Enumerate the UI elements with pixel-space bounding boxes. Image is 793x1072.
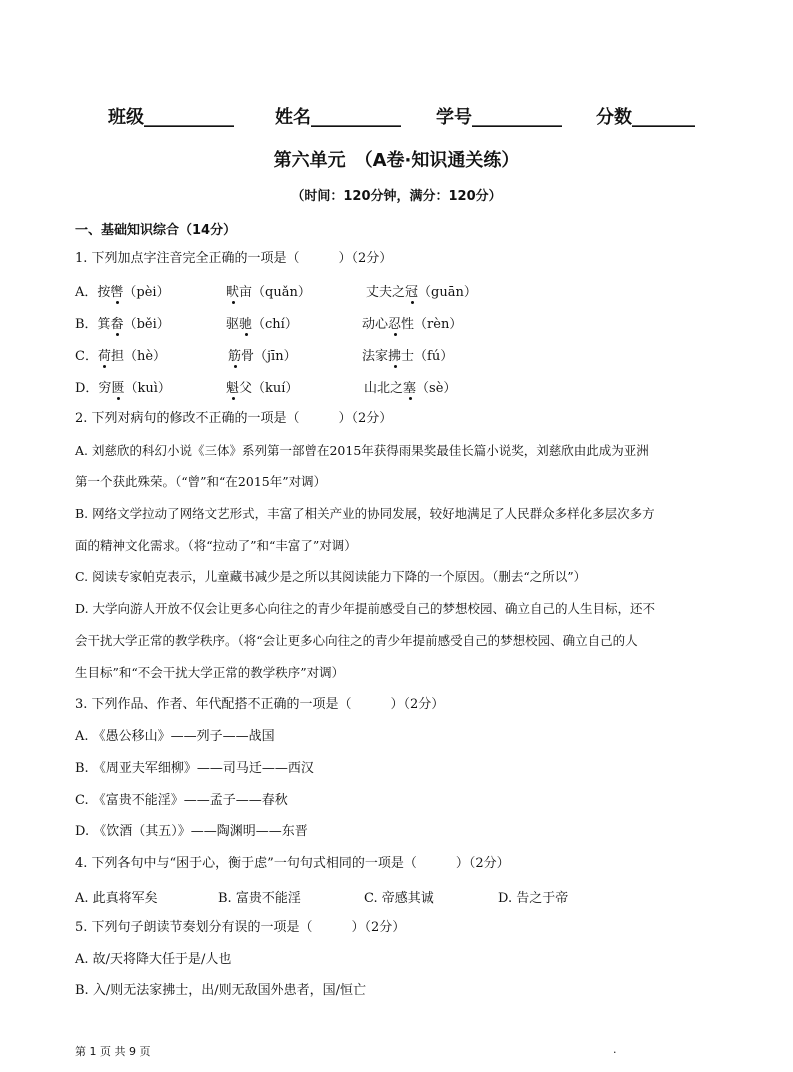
q2-line: A. 刘慈欣的科幻小说《三体》系列第一部曾在2015年获得雨果奖最佳长篇小说奖，刘慈欣由此成为亚洲 [75, 443, 649, 458]
page-title: 第六单元 （A卷·知识通关练） [273, 150, 520, 171]
q2-line: 会干扰大学正常的教学秩序。（将“会让更多心向往之的青少年提前感受自己的梦想校园、确立自己的人 [75, 633, 638, 648]
q1-option-b-3: 动心忍性（rèn） [362, 317, 463, 332]
q1-option-d: D．穷匮（kuì） [75, 381, 171, 396]
q3-option: A. 《愚公移山》——列子——战国 [75, 729, 275, 744]
q3-option: B. 《周亚夫军细柳》——司马迁——西汉 [75, 761, 314, 776]
q1-option-b: B．箕畚（běi） [75, 317, 170, 332]
q1-option-d-3: 山北之塞（sè） [364, 381, 457, 396]
q4-option-a: A. 此真将军矣 [75, 891, 158, 906]
question-5-stem: 5. 下列句子朗读节奏划分有误的一项是（ ）（2分） [75, 920, 406, 935]
section-heading: 一、基础知识综合（14分） [75, 223, 237, 238]
question-1-stem: 1. 下列加点字注音完全正确的一项是（ ）（2分） [75, 251, 393, 266]
q3-option: C. 《富贵不能淫》——孟子——春秋 [75, 793, 288, 808]
student-id-field: 学号__________ [436, 107, 562, 128]
q3-option: D. 《饮酒（其五）》——陶渊明——东晋 [75, 824, 308, 839]
emphasis-dot: 匮 [111, 381, 125, 396]
q1-option-c-3: 法家拂士（fú） [362, 349, 454, 364]
emphasis-dot: 畎 [226, 285, 240, 300]
q1-option-d-2: 魁父（kuí） [226, 381, 299, 396]
emphasis-dot: 荷 [97, 349, 111, 364]
name-field: 姓名__________ [275, 107, 401, 128]
emphasis-dot: 忍 [388, 317, 402, 332]
q1-option-a-3: 丈夫之冠（guān） [366, 285, 477, 300]
question-3-stem: 3. 下列作品、作者、年代配搭不正确的一项是（ ）（2分） [75, 697, 445, 712]
page-footer: 第 1 页 共 9 页 [75, 1045, 151, 1058]
q4-option-b: B. 富贵不能淫 [218, 891, 301, 906]
emphasis-dot: 魁 [226, 381, 240, 396]
q4-option-c: C. 帝感其诚 [364, 891, 434, 906]
emphasis-dot: 冠 [405, 285, 419, 300]
exam-time-subtitle: （时间：120分钟，满分：120分） [291, 189, 502, 204]
question-2-stem: 2. 下列对病句的修改不正确的一项是（ ）（2分） [75, 411, 393, 426]
q2-line: 面的精神文化需求。（将“拉动了”和“丰富了”对调） [75, 538, 357, 553]
q5-option: A. 故/天将降大任于是/人也 [75, 952, 232, 967]
q5-option: B. 入/则无法家拂士，出/则无敌国外患者，国/恒亡 [75, 983, 366, 998]
q2-line: 生目标”和“不会干扰大学正常的教学秩序”对调） [75, 665, 345, 680]
emphasis-dot: 拂 [388, 349, 402, 364]
q1-option-a-2: 畎亩（quǎn） [226, 285, 311, 300]
question-4-stem: 4. 下列各句中与“困于心，衡于虑”一句句式相同的一项是（ ）（2分） [75, 856, 510, 871]
q2-line: C. 阅读专家帕克表示，儿童藏书减少是之所以其阅读能力下降的一个原因。（删去“之所以”） [75, 569, 587, 584]
q1-option-b-2: 驱驰（chí） [226, 317, 298, 332]
emphasis-dot: 筋 [228, 349, 242, 364]
emphasis-dot: 畚 [110, 317, 124, 332]
emphasis-dot: 驰 [239, 317, 253, 332]
q2-line: 第一个获此殊荣。（“曾”和“在2015年”对调） [75, 474, 327, 489]
score-field: 分数_______ [596, 107, 695, 128]
q1-option-a: A．按辔（pèi） [75, 285, 170, 300]
footer-mark: . [613, 1043, 617, 1056]
class-field: 班级__________ [108, 107, 234, 128]
emphasis-dot: 辔 [110, 285, 124, 300]
q1-option-c: C．荷担（hè） [75, 349, 167, 364]
q4-option-d: D. 告之于帝 [498, 891, 569, 906]
emphasis-dot: 塞 [403, 381, 417, 396]
q2-line: D. 大学向游人开放不仅会让更多心向往之的青少年提前感受自己的梦想校园、确立自己的人生目标，还不 [75, 601, 656, 616]
q1-option-c-2: 筋骨（jīn） [228, 349, 297, 364]
q2-line: B. 网络文学拉动了网络文艺形式，丰富了相关产业的协同发展，较好地满足了人民群众多样化多层次多方 [75, 506, 655, 521]
